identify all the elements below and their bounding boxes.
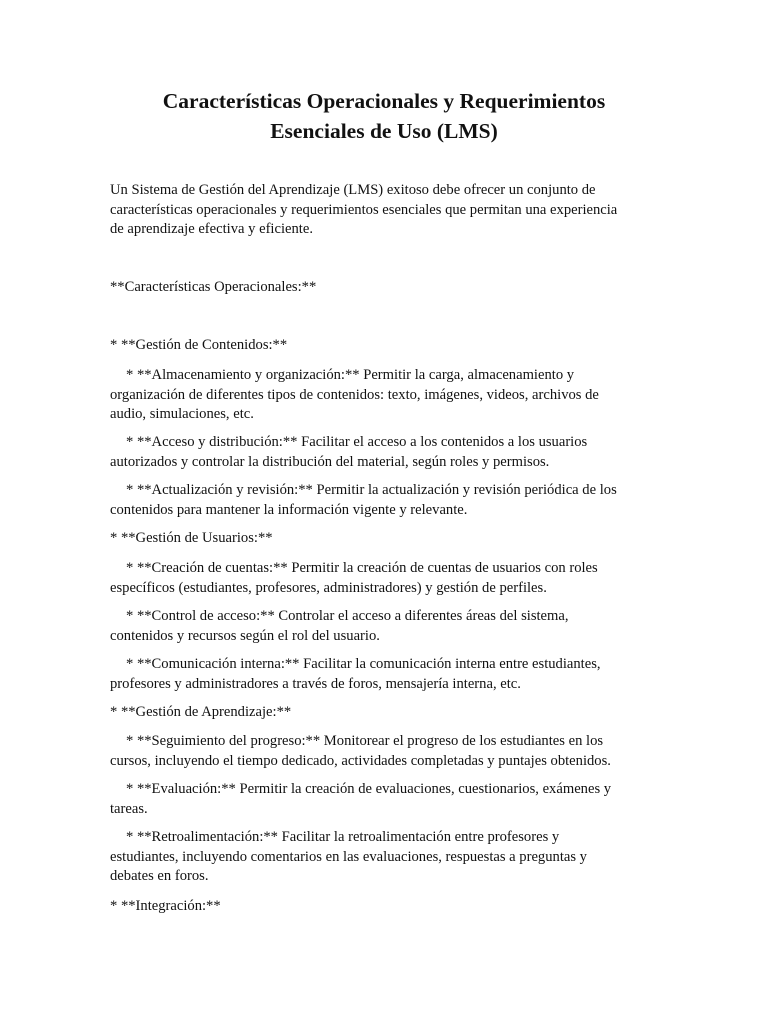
- text-line: * **Retroalimentación:** Facilitar la retroalimentación entre profesores y: [126, 829, 560, 845]
- group-heading: * **Integración:**: [110, 898, 221, 914]
- group-heading: * **Gestión de Aprendizaje:**: [110, 704, 292, 720]
- text-line: * **Acceso y distribución:** Facilitar el acceso a los contenidos a los usuarios: [126, 434, 588, 450]
- text-line: * **Comunicación interna:** Facilitar la comunicación interna entre estudiantes,: [126, 656, 601, 672]
- list-item: [110, 732, 670, 771]
- group-heading: * **Gestión de Contenidos:**: [110, 337, 288, 353]
- section-heading: **Características Operacionales:**: [110, 279, 317, 295]
- text-line: * **Actualización y revisión:** Permitir la actualización y revisión periódica de los: [126, 482, 617, 498]
- title-line: Características Operacionales y Requerimientos: [162, 89, 606, 113]
- text-line: audio, simulaciones, etc.: [110, 406, 254, 422]
- list-item: [110, 607, 670, 646]
- list-item: [110, 433, 670, 472]
- text-line: de aprendizaje efectiva y eficiente.: [110, 221, 313, 237]
- text-line: tareas.: [110, 800, 148, 817]
- title-line: Esenciales de Uso (LMS): [270, 119, 498, 143]
- text-line: estudiantes, incluyendo comentarios en las evaluaciones, respuestas a preguntas y: [110, 848, 587, 865]
- text-line: cursos, incluyendo el tiempo dedicado, actividades completadas y puntajes obtenidos.: [110, 752, 611, 769]
- text-line: características operacionales y requerimientos esenciales que permitan una experiencia: [110, 201, 618, 218]
- text-line: contenidos para mantener la información vigente y relevante.: [110, 501, 468, 518]
- text-line: * **Evaluación:** Permitir la creación de evaluaciones, cuestionarios, exámenes y: [126, 781, 612, 797]
- text-line: contenidos y recursos según el rol del usuario.: [110, 627, 380, 644]
- text-line: autorizados y controlar la distribución del material, según roles y permisos.: [110, 453, 550, 470]
- list-item: [110, 780, 670, 819]
- text-line: profesores y administradores a través de foros, mensajería interna, etc.: [110, 675, 521, 692]
- text-line: * **Almacenamiento y organización:** Permitir la carga, almacenamiento y: [126, 367, 575, 383]
- text-line: organización de diferentes tipos de contenidos: texto, imágenes, videos, archivos de: [110, 386, 599, 403]
- group-heading: * **Gestión de Usuarios:**: [110, 530, 273, 546]
- text-line: Un Sistema de Gestión del Aprendizaje (LMS) exitoso debe ofrecer un conjunto de: [110, 182, 596, 198]
- text-line: * **Creación de cuentas:** Permitir la creación de cuentas de usuarios con roles: [126, 560, 598, 576]
- document-title: [100, 86, 668, 146]
- list-item: [110, 366, 670, 425]
- list-item: [110, 559, 670, 598]
- intro-paragraph: [110, 181, 670, 240]
- list-item: [110, 655, 670, 694]
- text-line: * **Seguimiento del progreso:** Monitorear el progreso de los estudiantes en los: [126, 733, 604, 749]
- text-line: específicos (estudiantes, profesores, administradores) y gestión de perfiles.: [110, 579, 547, 596]
- list-item: [110, 481, 670, 520]
- text-line: * **Control de acceso:** Controlar el acceso a diferentes áreas del sistema,: [126, 608, 569, 624]
- text-line: debates en foros.: [110, 868, 209, 884]
- list-item: [110, 828, 670, 887]
